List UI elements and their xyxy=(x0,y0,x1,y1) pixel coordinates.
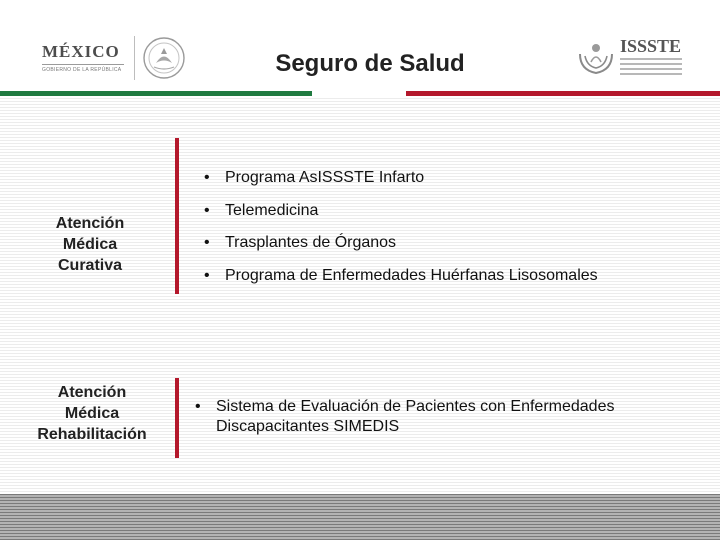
logo-issste xyxy=(576,36,684,78)
category-line: Atención xyxy=(55,215,125,232)
list-item: • Sistema de Evaluación de Pacientes con Enfermedades Discapacitantes SIMEDIS xyxy=(195,398,615,435)
section-divider-line xyxy=(175,378,179,458)
list-item: • Programa de Enfermedades Huérfanas Lisosomales xyxy=(204,266,598,284)
issste-hands-icon xyxy=(576,36,616,76)
item-list-curativa xyxy=(204,168,704,298)
bullet-icon: • xyxy=(204,201,210,219)
item-list-rehabilitacion xyxy=(195,397,695,437)
category-label-curativa xyxy=(10,213,170,276)
page-title: Seguro de Salud xyxy=(275,50,465,77)
category-line: Médica xyxy=(62,236,118,253)
category-line: Rehabilitación xyxy=(37,426,147,443)
header-green-bar xyxy=(0,91,312,96)
logo-mexico-wordmark: MÉXICO xyxy=(42,42,120,61)
category-label-rehabilitacion xyxy=(12,382,172,445)
bullet-icon: • xyxy=(204,266,210,284)
footer-band xyxy=(0,494,720,540)
list-item: • Trasplantes de Órganos xyxy=(204,234,397,251)
header xyxy=(0,0,720,98)
list-item: • Telemedicina xyxy=(204,201,319,219)
category-line: Atención xyxy=(57,384,127,401)
bullet-icon: • xyxy=(204,234,210,251)
logo-issste-wordmark: ISSSTE xyxy=(620,36,682,56)
list-item: • Programa AsISSSTE Infarto xyxy=(204,169,425,186)
logo-issste-subtext xyxy=(620,58,682,78)
category-line: Médica xyxy=(64,405,120,422)
header-red-bar xyxy=(406,91,720,96)
logo-mexico-subtitle: GOBIERNO DE LA REPÚBLICA xyxy=(42,64,124,73)
section-divider-line xyxy=(175,138,179,294)
bullet-icon: • xyxy=(204,169,210,186)
bullet-icon: • xyxy=(195,398,201,415)
category-line: Curativa xyxy=(57,257,123,274)
